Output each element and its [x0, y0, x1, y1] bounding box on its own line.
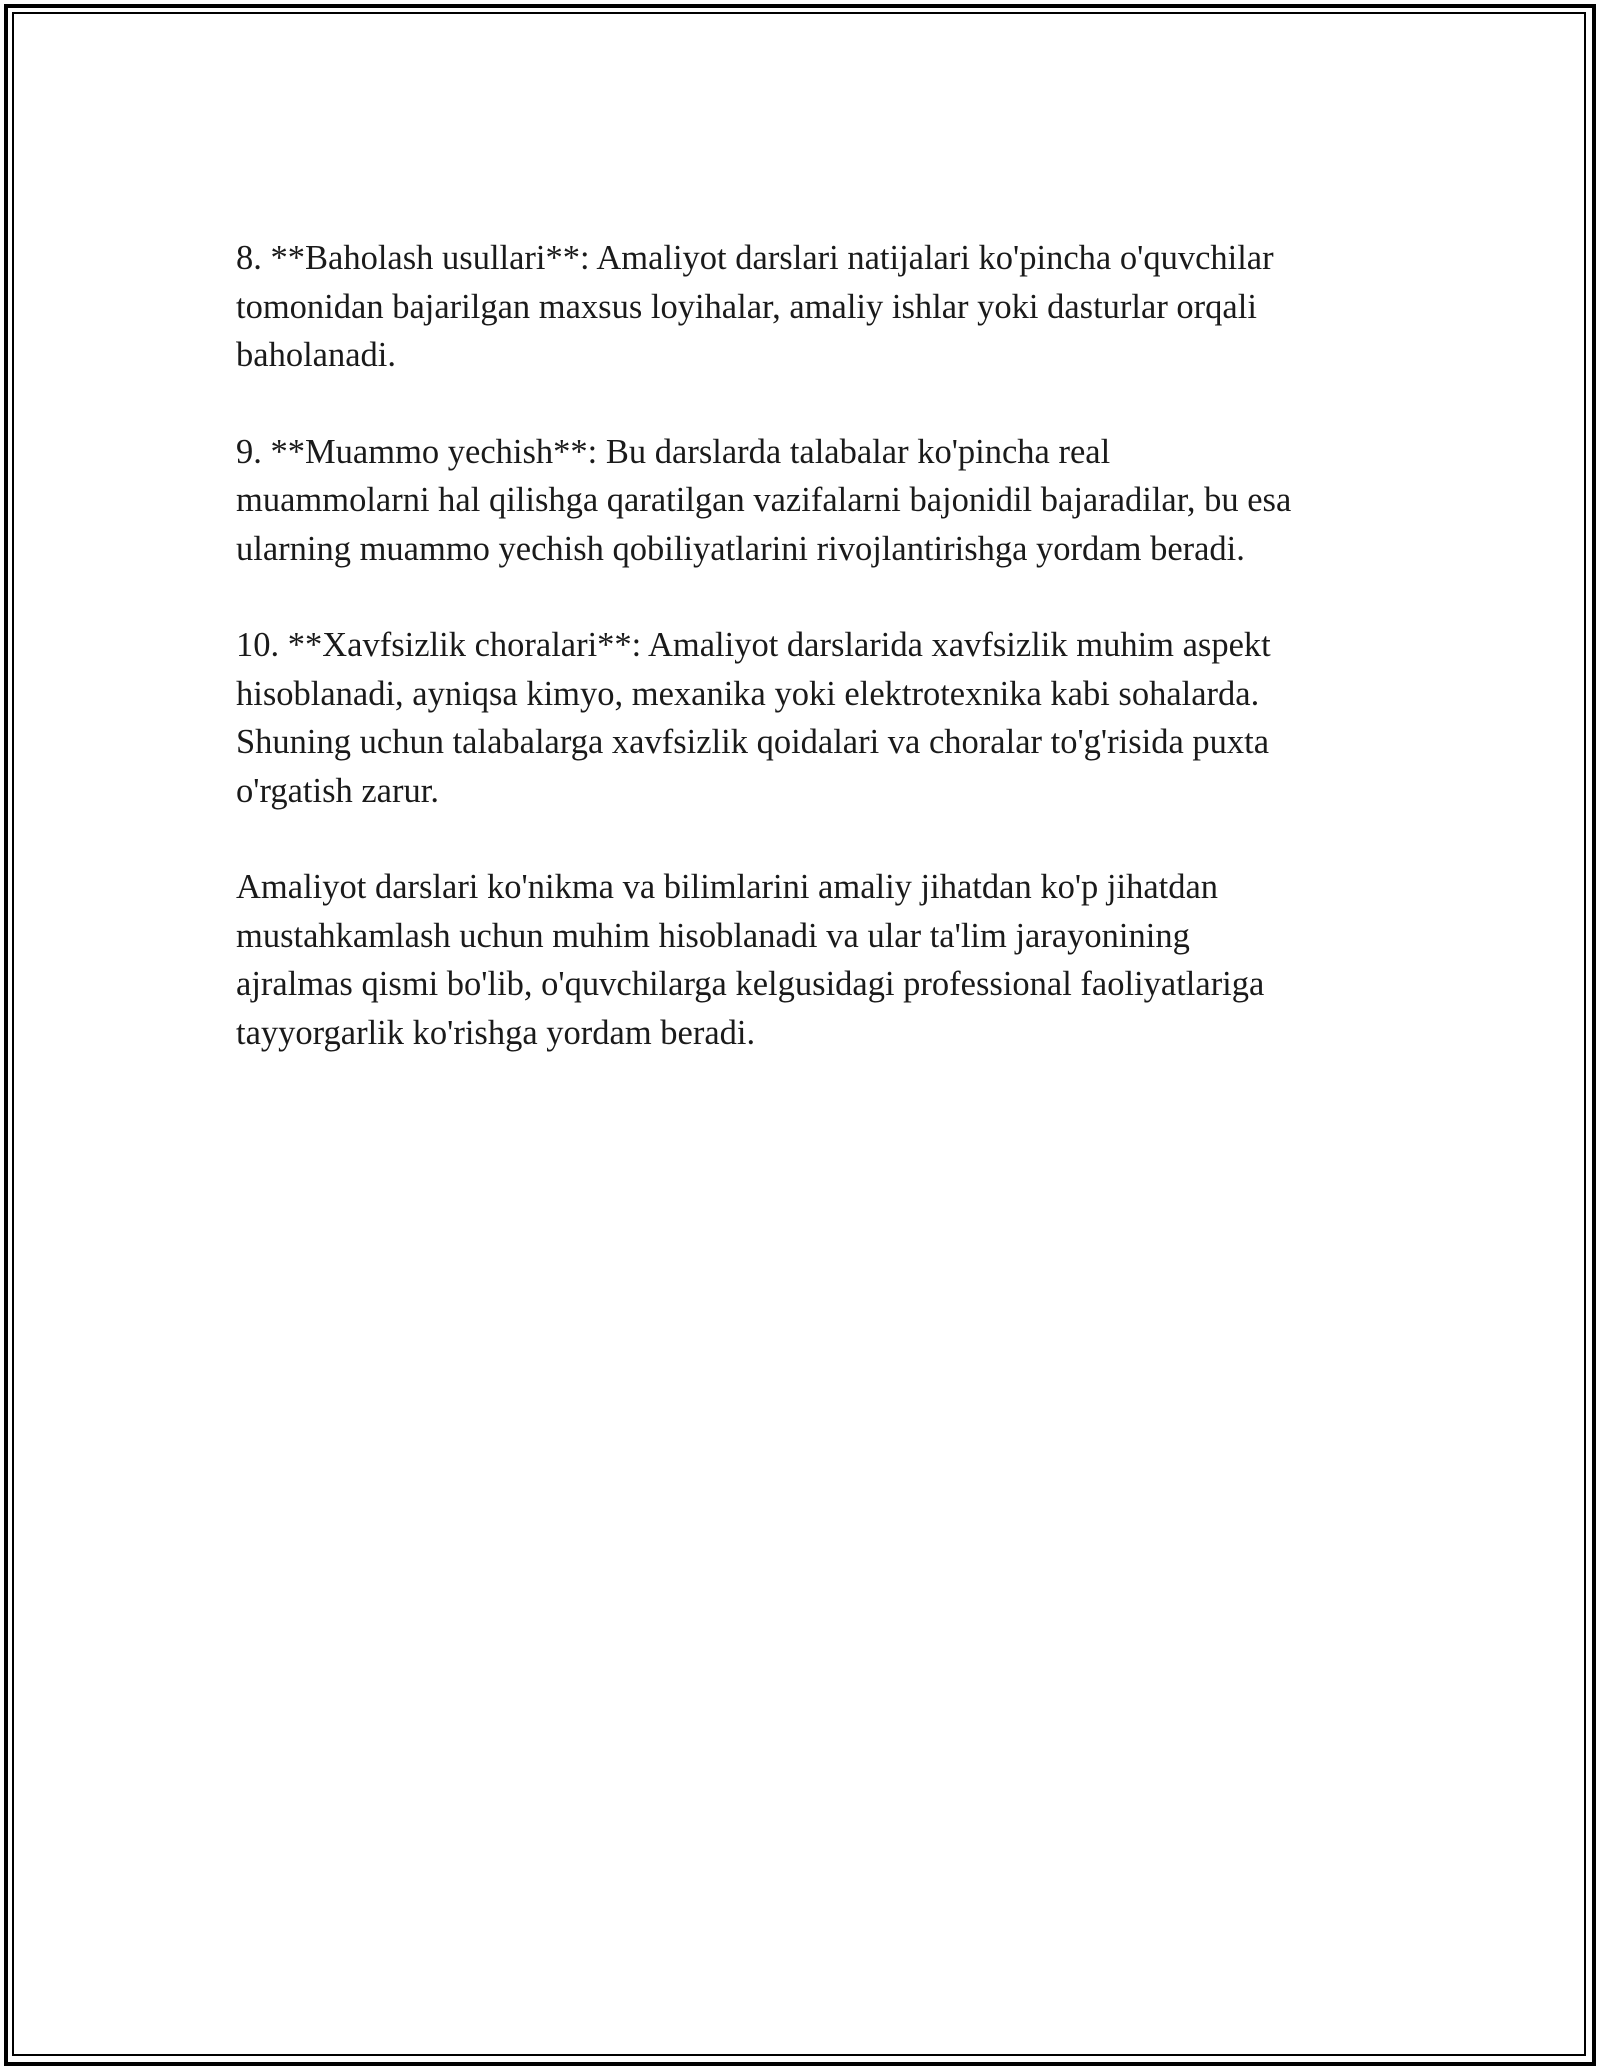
text-line: Shuning uchun talabalarga xavfsizlik qoidalari va choralar to'g'risida puxta	[236, 723, 1270, 761]
text-line: tayyorgarlik ko'rishga yordam beradi.	[236, 1013, 756, 1052]
text-line: muammolarni hal qilishga qaratilgan vazifalarni bajonidil bajaradilar, bu esa	[236, 481, 1292, 519]
paragraph-baholash-usullari	[236, 234, 1376, 380]
text-line: mustahkamlash uchun muhim hisoblanadi va ular ta'lim jarayonining	[236, 916, 1190, 955]
text-line: hisoblanadi, ayniqsa kimyo, mexanika yoki elektrotexnika kabi sohalarda.	[236, 674, 1260, 713]
text-line: o'rgatish zarur.	[236, 771, 439, 810]
text-line: 10. **Xavfsizlik choralari**: Amaliyot darslarida xavfsizlik muhim aspekt	[236, 626, 1271, 664]
document-body	[236, 234, 1376, 1105]
text-line: ajralmas qismi bo'lib, o'quvchilarga kelgusidagi professional faoliyatlariga	[236, 965, 1265, 1003]
text-line: 9. **Muammo yechish**: Bu darslarda talabalar ko'pincha real	[236, 432, 1111, 471]
text-line: tomonidan bajarilgan maxsus loyihalar, amaliy ishlar yoki dasturlar orqali	[236, 287, 1257, 326]
text-line: ularning muammo yechish qobiliyatlarini rivojlantirishga yordam beradi.	[236, 529, 1245, 568]
paragraph-conclusion	[236, 863, 1376, 1057]
paragraph-muammo-yechish	[236, 428, 1376, 574]
text-line: 8. **Baholash usullari**: Amaliyot darslari natijalari ko'pincha o'quvchilar	[236, 239, 1274, 277]
text-line: Amaliyot darslari ko'nikma va bilimlarini amaliy jihatdan ko'p jihatdan	[236, 868, 1219, 906]
paragraph-xavfsizlik-choralari	[236, 621, 1376, 815]
text-line: baholanadi.	[236, 336, 396, 374]
